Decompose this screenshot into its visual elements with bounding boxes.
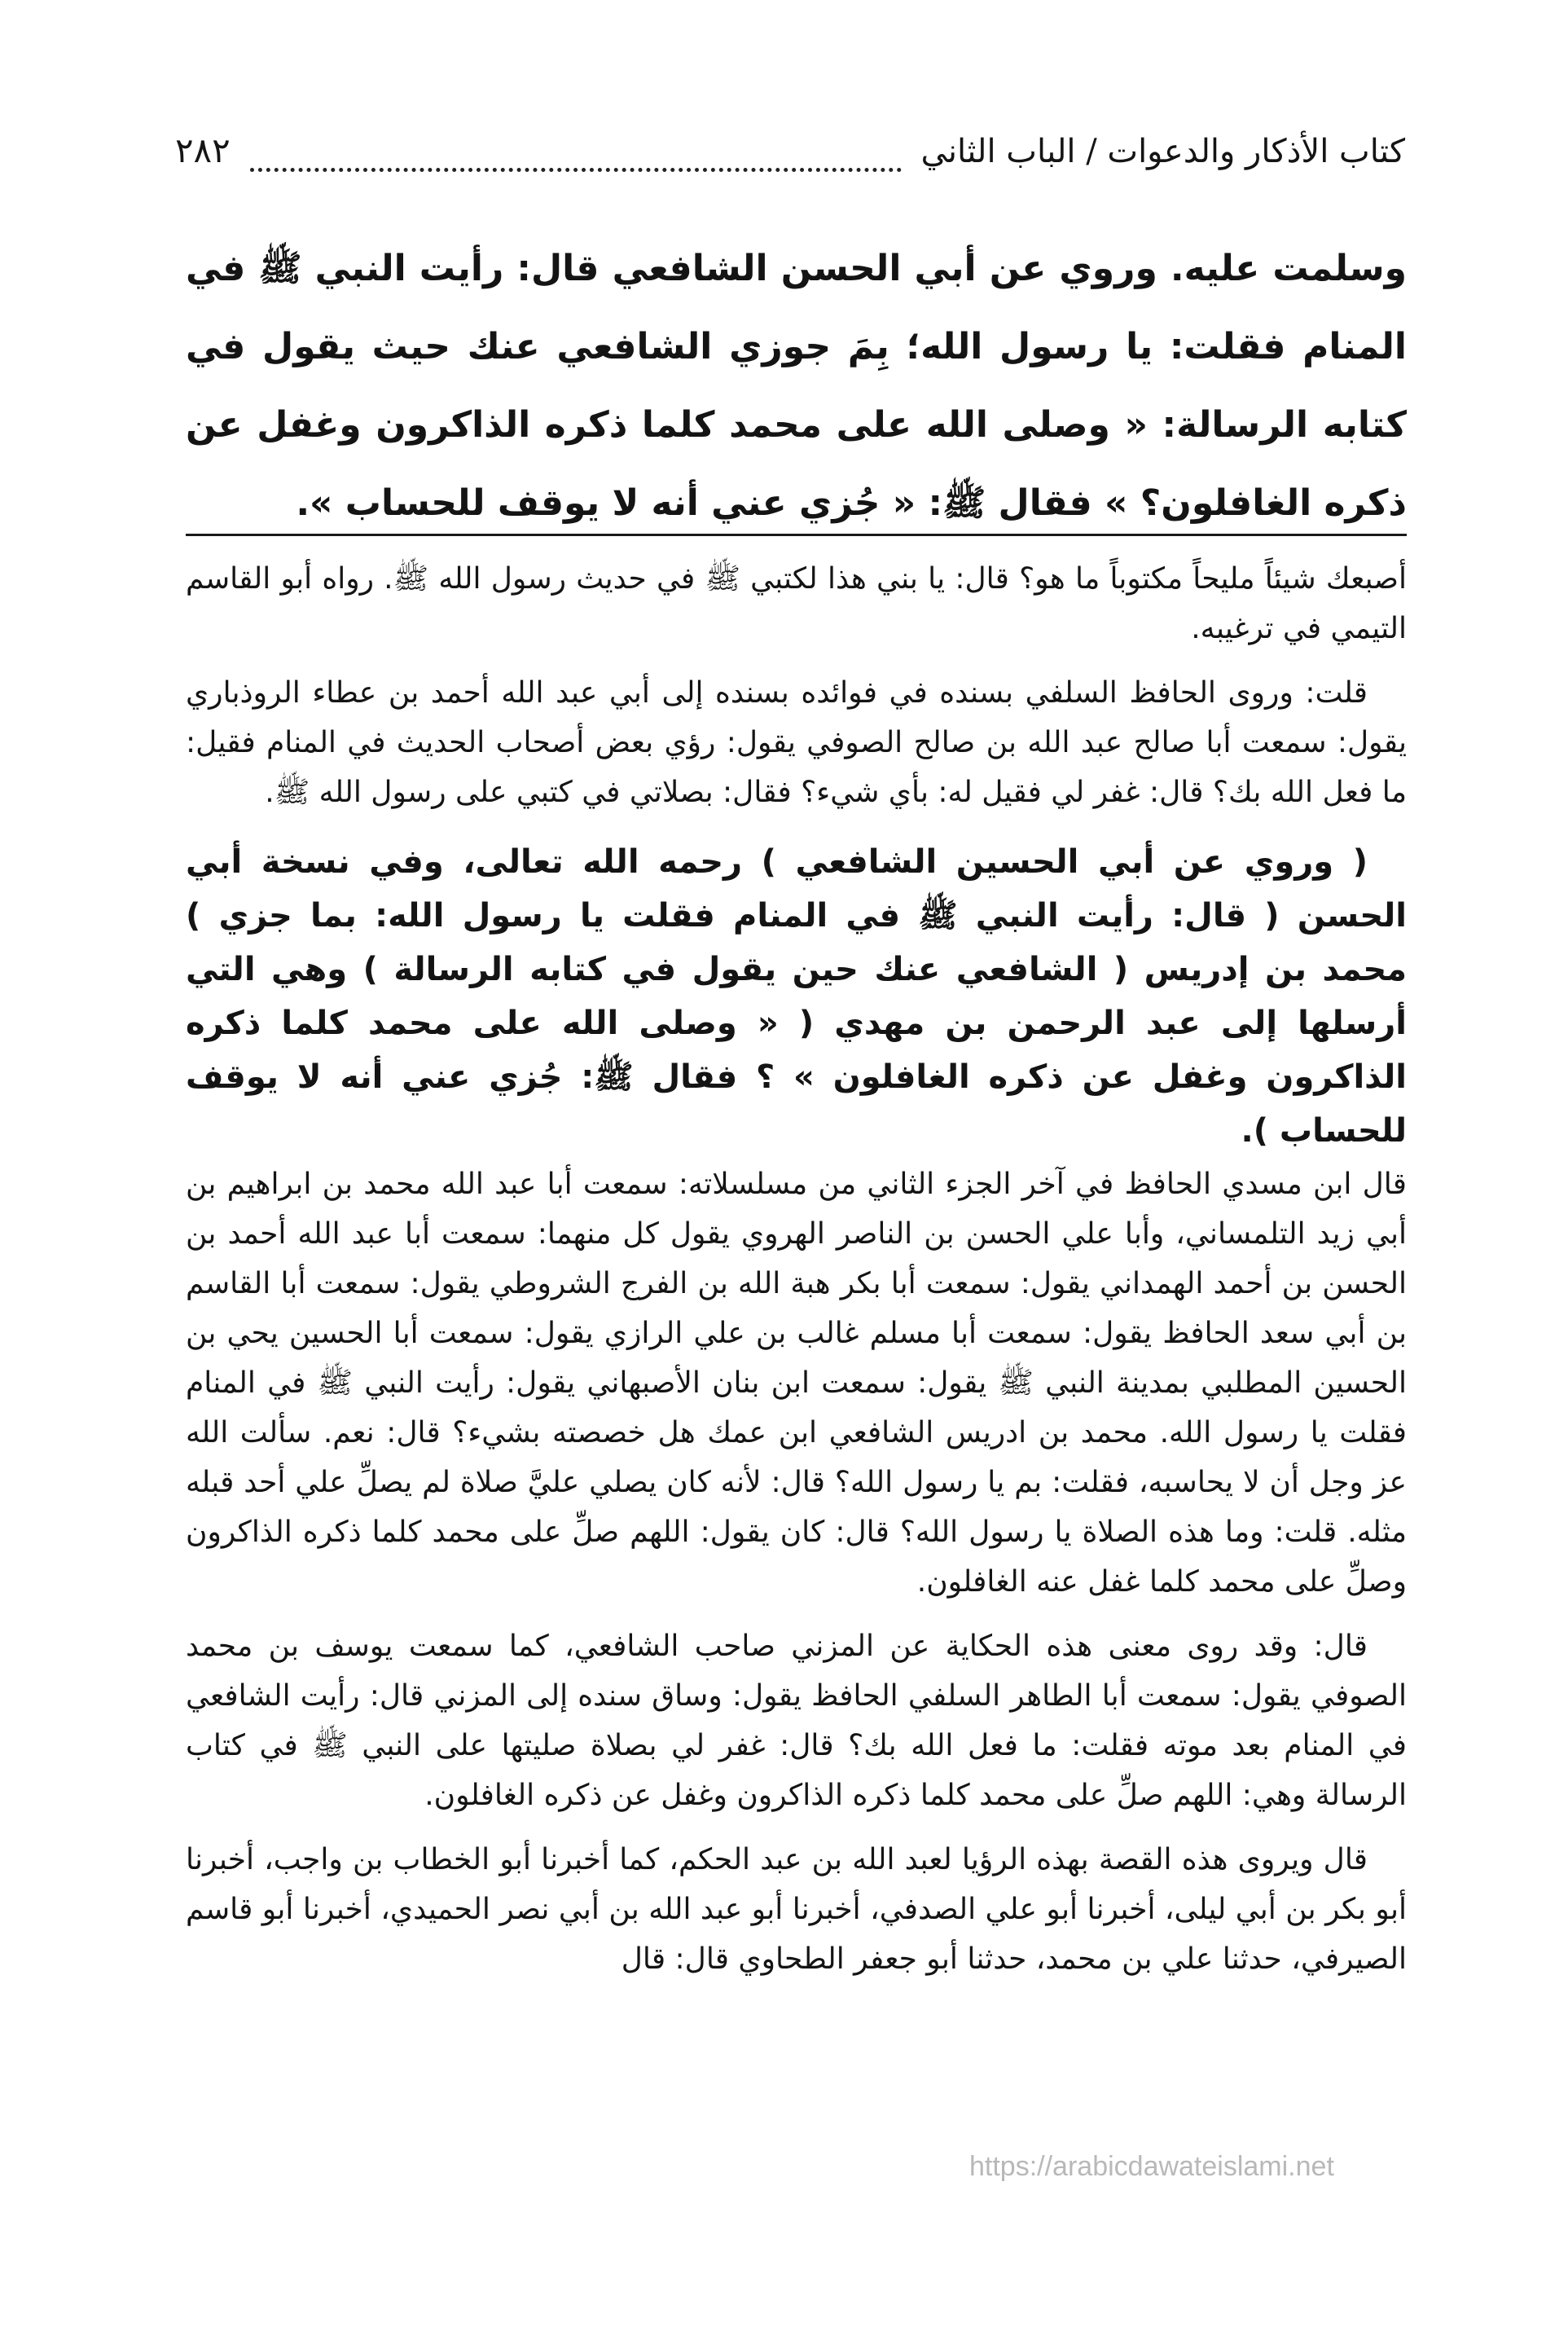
- running-header: [175, 130, 1405, 187]
- footnote-divider: [186, 534, 1407, 536]
- commentary-quoted-passage: ( وروي عن أبي الحسين الشافعي ) رحمه الله تعالى، وفي نسخة أبي الحسن ( قال: رأيت النبي ﷺ في المنام فقلت يا رسول الله: بما جزي ) محمد بن إدريس ( الشافعي عنك حين يقول في كتابه الرسالة ) وهي التي أرسلها إلى عبد الرحمن بن مهدي ( « وصلى الله على محمد كلما ذكره الذاكرون وغفل عن ذكره الغافلون » ؟ فقال ﷺ: جُزي عني أنه لا يوقف للحساب ).: [186, 843, 1407, 1150]
- main-text-block: وسلمت عليه. وروي عن أبي الحسن الشافعي قال: رأيت النبي ﷺ في المنام فقلت: يا رسول الله؛ بِمَ جوزي الشافعي عنك حيث يقول في كتابه الرسالة: « وصلى الله على محمد كلما ذكره الذاكرون وغفل عن ذكره الغافلون؟ » فقال ﷺ: « جُزي عني أنه لا يوقف للحساب ».: [186, 248, 1407, 524]
- commentary-paragraph-1: أصبعك شيئاً مليحاً مكتوباً ما هو؟ قال: يا بني هذا لكتبي ﷺ في حديث رسول الله ﷺ. رواه أبو القاسم التيمي في ترغيبه.: [186, 562, 1407, 645]
- chapter-title: كتاب الأذكار والدعوات / الباب الثاني: [920, 133, 1405, 170]
- commentary-paragraph-4: قال ابن مسدي الحافظ في آخر الجزء الثاني من مسلسلاته: سمعت أبا عبد الله محمد بن ابراهيم بن أبي زيد التلمساني، وأبا علي الحسن بن الناصر الهروي يقول كل منهما: سمعت أبا عبد الله أحمد بن الحسن بن أحمد الهمداني يقول: سمعت أبا بكر هبة الله بن الفرج الشروطي يقول: سمعت أبا القاسم بن أبي سعد الحافظ يقول: سمعت أبا مسلم غالب بن علي الرازي يقول: سمعت أبا الحسين يحي بن الحسين المطلبي بمدينة النبي ﷺ يقول: سمعت ابن بنان الأصبهاني يقول: رأيت النبي ﷺ في المنام فقلت يا رسول الله. محمد بن ادريس الشافعي ابن عمك هل خصصته بشيء؟ قال: نعم. سألت الله عز وجل أن لا يحاسبه، فقلت: بم يا رسول الله؟ قال: لأنه كان يصلي عليَّ صلاة لم يصلِّ علي أحد قبله مثله. قلت: وما هذه الصلاة يا رسول الله؟ قال: كان يقول: اللهم صلِّ على محمد كلما ذكره الذاكرون وصلِّ على محمد كلما غفل عنه الغافلون.: [186, 1168, 1407, 1599]
- commentary-block: [186, 554, 1407, 1999]
- header-dot-leader: [250, 147, 902, 172]
- commentary-paragraph-5: قال: وقد روى معنى هذه الحكاية عن المزني صاحب الشافعي، كما سمعت يوسف بن محمد الصوفي يقول: سمعت أبا الطاهر السلفي الحافظ يقول: وساق سنده إلى المزني قال: رأيت الشافعي في المنام بعد موته فقلت: ما فعل الله بك؟ قال: غفر لي بصلاة صليتها على النبي ﷺ في كتاب الرسالة وهي: اللهم صلِّ على محمد كلما ذكره الذاكرون وغفل عن ذكره الغافلون.: [186, 1630, 1407, 1812]
- commentary-paragraph-6: قال ويروى هذه القصة بهذه الرؤيا لعبد الله بن عبد الحكم، كما أخبرنا أبو الخطاب بن واجب، أخبرنا أبو بكر بن أبي ليلى، أخبرنا أبو علي الصدفي، أخبرنا أبو عبد الله بن أبي نصر الحميدي، أخبرنا أبو قاسم الصيرفي، حدثنا علي بن محمد، حدثنا أبو جعفر الطحاوي قال: قال: [186, 1843, 1407, 1976]
- page-number: ٢٨٢: [175, 130, 231, 170]
- source-watermark: https://arabicdawateislami.net: [969, 2151, 1334, 2182]
- commentary-paragraph-2: قلت: وروى الحافظ السلفي بسنده في فوائده بسنده إلى أبي عبد الله أحمد بن عطاء الروذباري يقول: سمعت أبا صالح عبد الله بن صالح الصوفي يقول: رؤي بعض أصحاب الحديث في المنام فقيل: ما فعل الله بك؟ قال: غفر لي فقيل له: بأي شيء؟ فقال: بصلاتي في كتبي على رسول الله ﷺ.: [186, 676, 1407, 809]
